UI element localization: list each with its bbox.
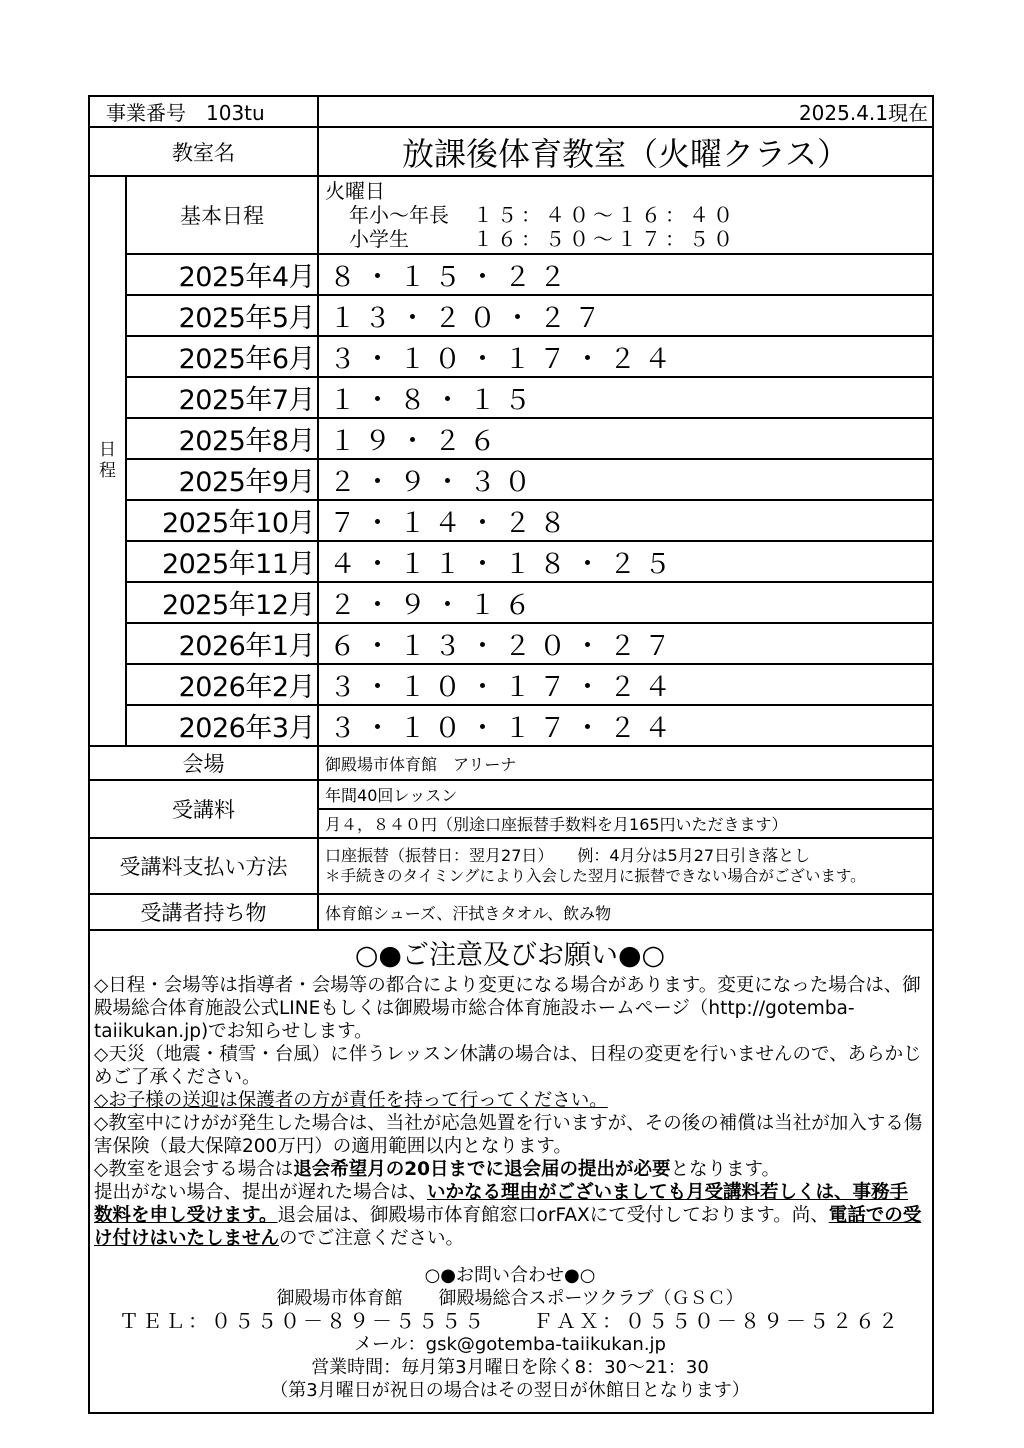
month-row (89, 254, 933, 295)
notes-section (89, 930, 933, 1413)
month-label: 2025年5月 (126, 295, 318, 336)
month-row (89, 336, 933, 377)
month-row (89, 459, 933, 500)
basic-schedule-row (89, 176, 933, 254)
contact-block (94, 1264, 926, 1402)
basic-schedule-value (318, 176, 933, 254)
month-label: 2025年4月 (126, 254, 318, 295)
month-label: 2025年11月 (126, 541, 318, 582)
month-row (89, 664, 933, 705)
month-dates: ２・９・１６ (318, 582, 933, 623)
note-pickup: ◇お子様の送迎は保護者の方が責任を持って行ってください。 (94, 1090, 608, 1111)
month-dates: １３・２０・２７ (318, 295, 933, 336)
month-label: 2026年3月 (126, 705, 318, 746)
notes-row (89, 930, 933, 1413)
month-dates: ４・１１・１８・２５ (318, 541, 933, 582)
fee-monthly: 月４，８４０円（別途口座振替手数料を月165円いただきます） (318, 809, 933, 838)
fee-row (89, 780, 933, 809)
business-number: 事業番号 103tu (89, 96, 318, 127)
note-withdrawal: ◇教室を退会する場合は退会希望月の20日までに退会届の提出が必要となります。 (94, 1159, 781, 1180)
month-row (89, 705, 933, 746)
payment-label: 受講料支払い方法 (89, 838, 318, 894)
month-label: 2025年6月 (126, 336, 318, 377)
note-withdrawal-detail: 提出がない場合、提出が遅れた場合は、いかなる理由がございましても月受講料若しくは、事務手数料を申し受けます。退会届は、御殿場市体育館窓口orFAXにて受付しております。尚、電話での受け付けはいたしませんのでご注意ください。 (94, 1182, 922, 1249)
payment-row (89, 838, 933, 894)
month-dates: ３・１０・１７・２４ (318, 336, 933, 377)
month-label: 2026年2月 (126, 664, 318, 705)
contact-email: メール：gsk@gotemba-taiikukan.jp (354, 1334, 666, 1355)
month-label: 2025年10月 (126, 500, 318, 541)
class-name-row (89, 127, 933, 176)
payment-line-1: 口座振替（振替日：翌月27日） 例：4月分は5月27日引き落とし (325, 846, 811, 865)
belongings-value: 体育館シューズ、汗拭きタオル、飲み物 (318, 894, 933, 930)
class-info-sheet (88, 95, 932, 1414)
header-row (89, 96, 933, 127)
month-dates: ３・１０・１７・２４ (318, 664, 933, 705)
month-dates: ２・９・３０ (318, 459, 933, 500)
belongings-row (89, 894, 933, 930)
note-schedule-change: ◇日程・会場等は指導者・会場等の都合により変更になる場合があります。変更になった場合は、御殿場総合体育施設公式LINEもしくは御殿場市総合体育施設ホームページ（http://gotemba-taiikukan.jp)でお知らせします。 (94, 975, 921, 1042)
month-label: 2025年9月 (126, 459, 318, 500)
month-row (89, 418, 933, 459)
class-name-value: 放課後体育教室（火曜クラス） (318, 127, 933, 176)
contact-orgs: 御殿場市体育館 御殿場総合スポーツクラブ（ＧＳＣ） (276, 1288, 744, 1309)
note-disaster: ◇天災（地震・積雪・台風）に伴うレッスン休講の場合は、日程の変更を行いませんので、あらかじめご了承ください。 (94, 1044, 922, 1088)
month-label: 2025年8月 (126, 418, 318, 459)
month-label: 2026年1月 (126, 623, 318, 664)
info-table (88, 95, 934, 1414)
schedule-day: 火曜日 (325, 179, 386, 203)
venue-value: 御殿場市体育館 アリーナ (318, 746, 933, 780)
note-injury: ◇教室中にけがが発生した場合は、当社が応急処置を行いますが、その後の補償は当社が加入する傷害保険（最大保障200万円）の適用範囲以内となります。 (94, 1113, 923, 1157)
contact-tel-fax: ＴＥＬ：０５５０－８９－５５５５ ＦＡＸ：０５５０－８９－５２６２ (119, 1309, 901, 1333)
month-row (89, 623, 933, 664)
fee-label: 受講料 (89, 780, 318, 838)
month-dates: １９・２６ (318, 418, 933, 459)
month-row (89, 500, 933, 541)
basic-schedule-label: 基本日程 (126, 176, 318, 254)
month-dates: １・８・１５ (318, 377, 933, 418)
month-row (89, 582, 933, 623)
month-label: 2025年7月 (126, 377, 318, 418)
month-dates: ３・１０・１７・２４ (318, 705, 933, 746)
contact-title: ○●お問い合わせ●○ (424, 1265, 596, 1286)
as-of-date: 2025.4.1現在 (318, 96, 933, 127)
month-label: 2025年12月 (126, 582, 318, 623)
venue-label: 会場 (89, 746, 318, 780)
payment-line-2: ＊手続きのタイミングにより入会した翌月に振替できない場合がございます。 (325, 867, 866, 885)
payment-value (318, 838, 933, 894)
belongings-label: 受講者持ち物 (89, 894, 318, 930)
month-row (89, 377, 933, 418)
venue-row (89, 746, 933, 780)
month-dates: ７・１４・２８ (318, 500, 933, 541)
month-row (89, 295, 933, 336)
contact-hours-note: （第3月曜日が祝日の場合はその翌日が休館日となります） (270, 1380, 750, 1401)
month-dates: ８・１５・２２ (318, 254, 933, 295)
schedule-line-elementary: 小学生 １６：５０～１７：５０ (349, 227, 738, 251)
class-name-label: 教室名 (89, 127, 318, 176)
month-row (89, 541, 933, 582)
fee-lessons: 年間40回レッスン (318, 780, 933, 809)
contact-hours: 営業時間：毎月第3月曜日を除く8：30～21：30 (311, 1357, 709, 1378)
schedule-side-label: 日程 (89, 176, 126, 746)
schedule-line-preschool: 年小～年長 １５：４０～１６：４０ (349, 203, 738, 227)
month-dates: ６・１３・２０・２７ (318, 623, 933, 664)
notes-title: ○●ご注意及びお願い●○ (354, 940, 666, 971)
